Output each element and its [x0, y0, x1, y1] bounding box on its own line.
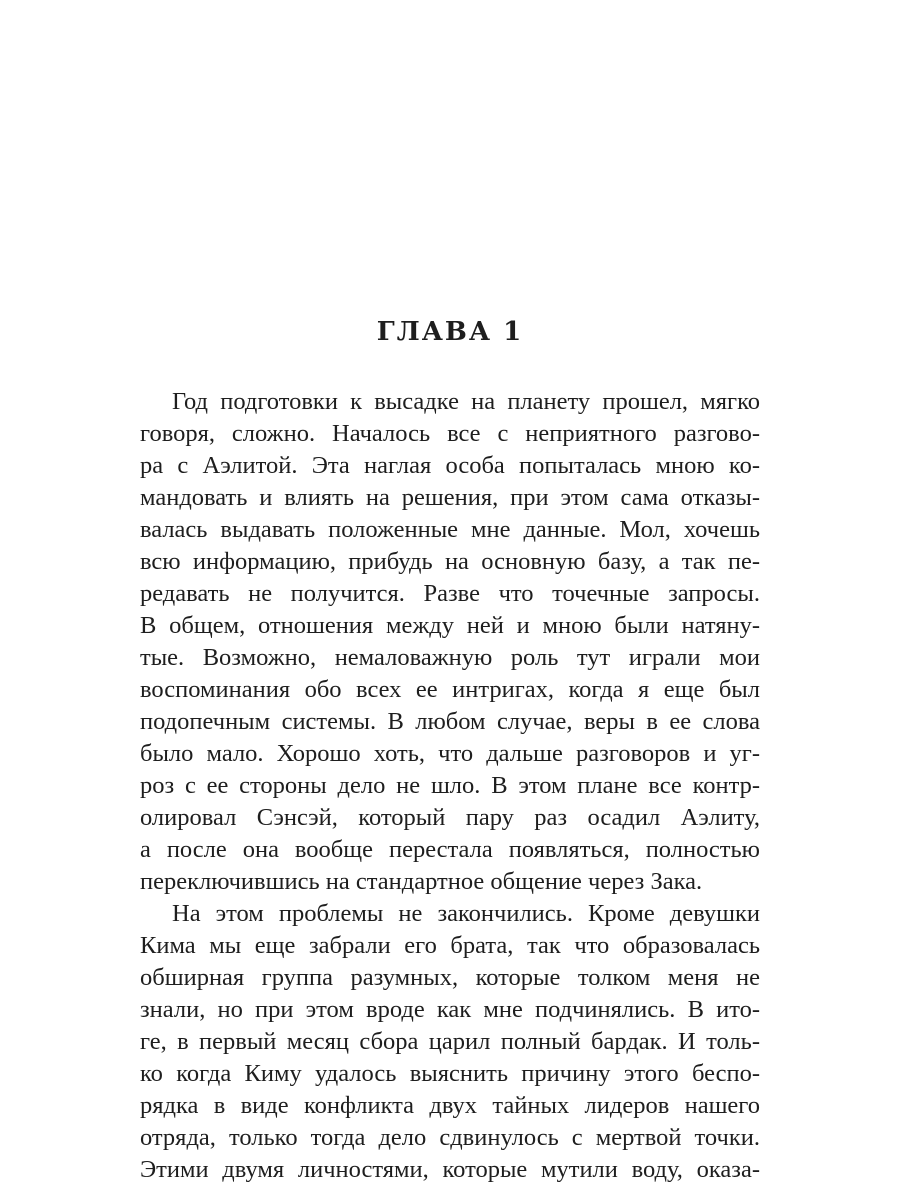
text-line: Кима мы еще забрали его брата, так что образовалась: [140, 932, 760, 959]
text-line: ге, в первый месяц сбора царил полный бардак. И толь-: [140, 1028, 760, 1055]
text-line: всю информацию, прибудь на основную базу, а так пе-: [140, 548, 760, 575]
text-line: было мало. Хорошо хоть, что дальше разговоров и уг-: [140, 740, 760, 767]
text-line: говоря, сложно. Началось все с неприятного разгово-: [140, 420, 760, 447]
text-line: валась выдавать положенные мне данные. Мол, хочешь: [140, 516, 760, 543]
text-line: В общем, отношения между ней и мною были натяну-: [140, 612, 760, 639]
text-line: Год подготовки к высадке на планету прошел, мягко: [172, 388, 760, 415]
text-line: ко когда Киму удалось выяснить причину этого беспо-: [140, 1060, 760, 1087]
text-line: ра с Аэлитой. Эта наглая особа попыталась мною ко-: [140, 452, 760, 479]
text-line: мандовать и влиять на решения, при этом сама отказы-: [140, 484, 760, 511]
text-line: роз с ее стороны дело не шло. В этом плане все контр-: [140, 772, 760, 799]
text-line: Этими двумя личностями, которые мутили воду, оказа-: [140, 1156, 760, 1183]
text-line: редавать не получится. Разве что точечные запросы.: [140, 580, 760, 607]
text-line: олировал Сэнсэй, который пару раз осадил Аэлиту,: [140, 804, 760, 831]
chapter-body: [140, 386, 760, 1186]
text-line: подопечным системы. В любом случае, веры в ее слова: [140, 708, 760, 735]
text-line: переключившись на стандартное общение через Зака.: [140, 868, 703, 895]
chapter-title: ГЛАВА 1: [376, 317, 524, 347]
text-line: а после она вообще перестала появляться, полностью: [140, 836, 760, 863]
text-line: тые. Возможно, немаловажную роль тут играли мои: [140, 644, 760, 671]
paragraph-1: [140, 386, 760, 898]
text-line: рядка в виде конфликта двух тайных лидеров нашего: [140, 1092, 760, 1119]
text-line: обширная группа разумных, которые толком меня не: [140, 964, 760, 991]
paragraph-2: [140, 898, 760, 1186]
text-line: отряда, только тогда дело сдвинулось с мертвой точки.: [140, 1124, 760, 1151]
text-line: знали, но при этом вроде как мне подчинялись. В ито-: [140, 996, 760, 1023]
text-line: На этом проблемы не закончились. Кроме девушки: [172, 900, 760, 927]
text-line: воспоминания обо всех ее интригах, когда я еще был: [140, 676, 760, 703]
